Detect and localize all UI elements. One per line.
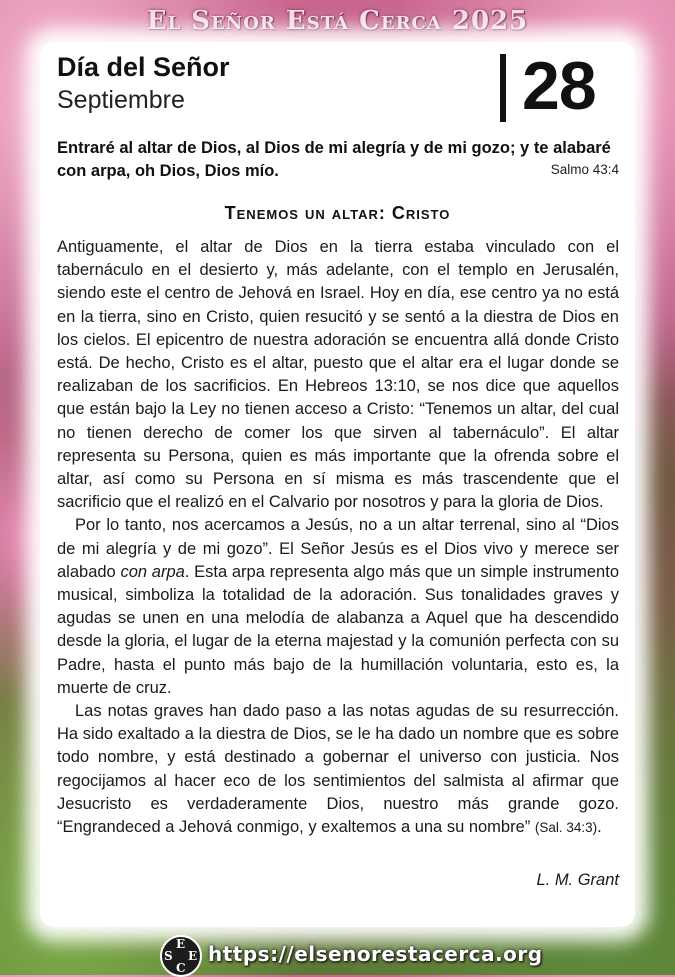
article-paragraph bbox=[57, 700, 619, 839]
date-divider bbox=[500, 54, 506, 122]
day-title: Día del Señor bbox=[57, 52, 230, 82]
logo-letter: S bbox=[164, 949, 173, 963]
article-paragraph: Antiguamente, el altar de Dios en la tierra estaba vinculado con el tabernáculo en el desierto y, más adelante, con el templo en Jerusalén, siendo este el centro de Jehová en Israel. Hoy en día, ese centro ya no está en la tierra, sino en Cristo, quien resucitó y se sentó a la diestra de Dios en los cielos. El epicentro de nuestra adoración se encuentra allá donde Cristo está. De hecho, Cristo es el altar, puesto que el altar era el lugar donde se realizaban de los sacrificios. En Hebreos 13:10, se nos dice que aquellos que están bajo la Ley no tienen acceso a Cristo: “Tenemos un altar, del cual no tienen derecho de comer los que sirven al tabernáculo”. El altar representa su Persona, quien es más importante que la ofrenda sobre el altar, así como su Persona en sí misma es más trascendente que el sacrificio que el realizó en el Calvario por nosotros y para la gloria de Dios. bbox=[57, 238, 619, 512]
website-link[interactable]: https://elsenorestacerca.org bbox=[208, 942, 543, 966]
paragraph-text: Las notas graves han dado paso a las notas agudas de su resurrección. Ha sido exaltado a la diestra de Dios, se le ha dado un nombre que es sobre todo nombre, y está destinado a gobernar el universo con justicia. Nos regocijamos al hacer eco de los sentimientos del salmista al afirmar que Jesucristo es verdaderamente Dios, nuestro más grande gozo. “Engrandeced a Jehová conmigo, y exaltemos a una su nombre” bbox=[57, 702, 619, 837]
verse-reference: Salmo 43:4 bbox=[550, 162, 619, 177]
scripture-reference: (Sal. 34:3) bbox=[534, 820, 598, 836]
paragraph-text: . bbox=[597, 818, 602, 837]
article-body bbox=[57, 236, 619, 839]
day-number: 28 bbox=[522, 48, 596, 124]
paragraph-text: Por lo tanto, nos acercamos a Jesús, no a un altar terrenal, sino al “Dios de mi alegría y de mi gozo”. El Señor Jesús es el Dios vivo y merece ser alabado bbox=[57, 516, 619, 581]
article-title: Tenemos un altar: Cristo bbox=[224, 203, 451, 223]
author-signature: L. M. Grant bbox=[536, 871, 619, 889]
logo-letter: E bbox=[188, 949, 198, 963]
book-title-banner: El Señor Está Cerca 2025 bbox=[146, 6, 529, 36]
site-logo-icon bbox=[160, 935, 202, 977]
logo-letter: E bbox=[176, 937, 186, 951]
paragraph-text: . Esta arpa representa algo más que un simple instrumento musical, simboliza la totalidad de la adoración. Sus tonalidades graves y agudas se unen en una melodía de alabanza a Aquel que ha descendido desde la gloria, el lugar de la eterna majestad y la comunión perfecta con su Padre, hasta el punto más bajo de la humillación voluntaria, esto es, la muerte de cruz. bbox=[57, 562, 619, 697]
logo-letter: C bbox=[176, 961, 186, 975]
month-label: Septiembre bbox=[57, 86, 185, 114]
emphasis-text: con arpa bbox=[120, 562, 185, 581]
article-paragraph bbox=[57, 514, 619, 700]
key-verse: Entraré al altar de Dios, al Dios de mi alegría y de mi gozo; y te alabaré con arpa, oh Dios, Dios mío. bbox=[57, 139, 611, 180]
